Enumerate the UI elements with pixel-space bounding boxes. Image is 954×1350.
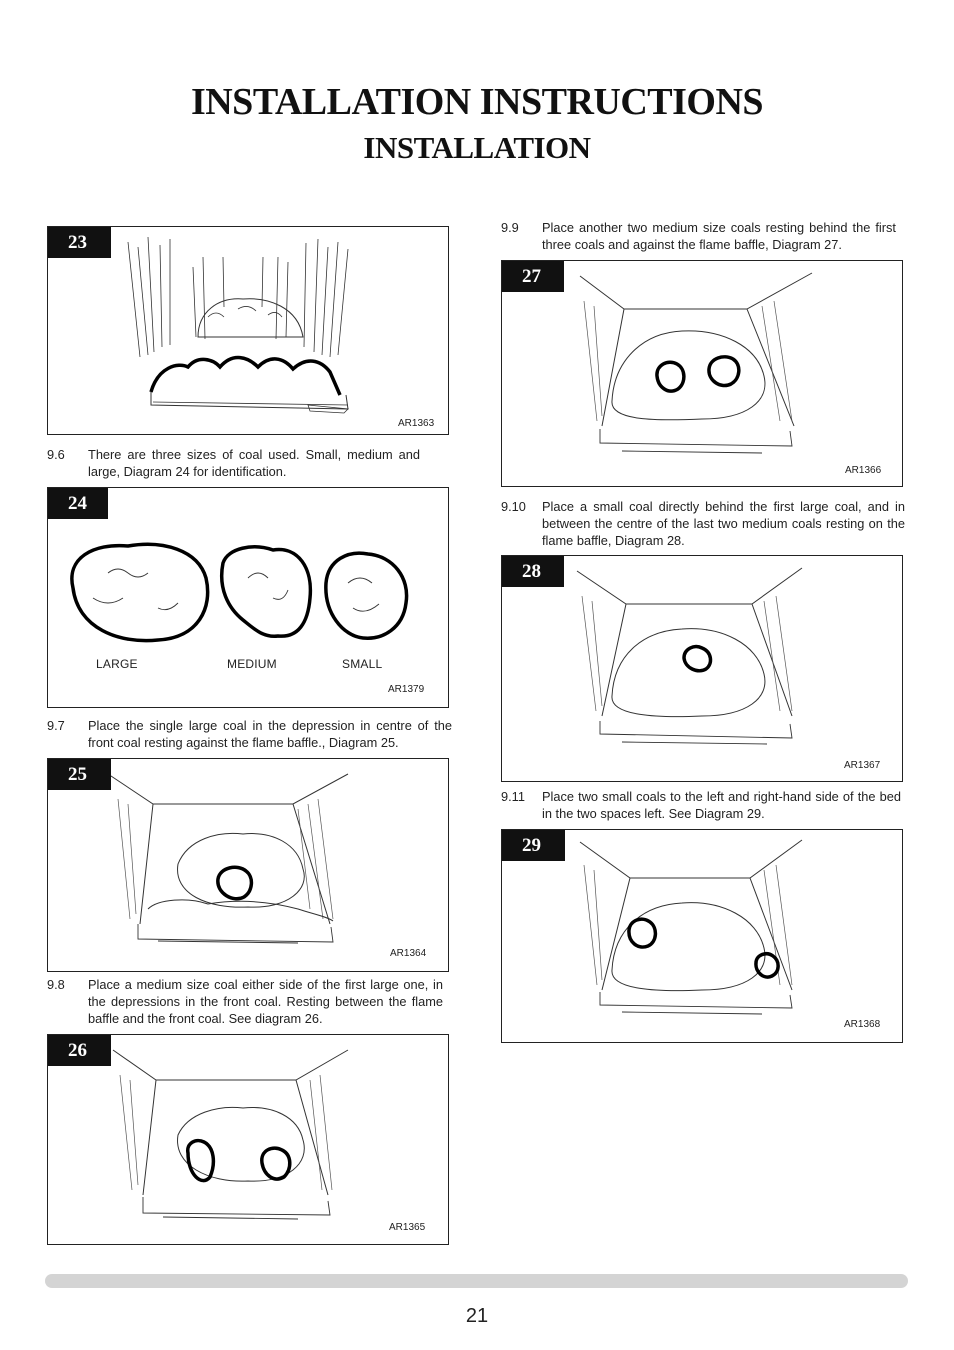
step-9-9 — [501, 219, 896, 253]
diagram-24-ref: AR1379 — [388, 684, 425, 695]
diagram-23-badge: 23 — [48, 227, 111, 258]
step-9-8-text: Place a medium size coal either side of the first large one, in the depressions in the front coal. Resting between the flame baffle and the front coal. See diagram 26. — [88, 977, 443, 1026]
step-9-8-number: 9.8 — [47, 977, 65, 992]
footer-bar — [45, 1274, 908, 1288]
diagram-29 — [501, 829, 903, 1043]
diagram-24-badge: 24 — [48, 488, 108, 519]
diagram-28-badge: 28 — [502, 556, 564, 587]
page-number: 21 — [465, 1305, 489, 1327]
step-9-10-text: Place a small coal directly behind the first large coal, and in between the centre of the last two medium coals resting on the flame baffle, Diagram 28. — [542, 499, 905, 548]
label-small: SMALL — [342, 657, 383, 671]
diagram-26-illustration — [48, 1035, 448, 1244]
step-9-7-number: 9.7 — [47, 718, 65, 733]
medium-coal-shape — [222, 547, 311, 636]
step-9-10 — [501, 498, 905, 549]
diagram-25-ref: AR1364 — [390, 948, 427, 959]
diagram-27-ref: AR1366 — [845, 465, 882, 476]
small-coal-shape — [326, 553, 407, 638]
diagram-23-illustration — [48, 227, 448, 434]
diagram-28 — [501, 555, 903, 782]
diagram-29-ref: AR1368 — [844, 1019, 881, 1030]
diagram-26-badge: 26 — [48, 1035, 111, 1066]
step-9-11-text: Place two small coals to the left and right-hand side of the bed in the two spaces left. See Diagram 29. — [542, 789, 901, 821]
diagram-27-badge: 27 — [502, 261, 564, 292]
step-9-6-number: 9.6 — [47, 447, 65, 462]
diagram-28-illustration — [502, 556, 902, 781]
step-9-9-number: 9.9 — [501, 220, 519, 235]
large-coal-shape — [72, 544, 208, 640]
page-subtitle: INSTALLATION — [363, 130, 591, 165]
step-9-6-text: There are three sizes of coal used. Small, medium and large, Diagram 24 for identification. — [88, 447, 420, 479]
diagram-29-illustration — [502, 830, 902, 1042]
step-9-11 — [501, 788, 901, 822]
step-9-7-text: Place the single large coal in the depression in centre of the front coal resting against the flame baffle., Diagram 25. — [88, 718, 452, 750]
step-9-9-text: Place another two medium size coals resting behind the first three coals and against the flame baffle, Diagram 27. — [542, 220, 896, 252]
diagram-26 — [47, 1034, 449, 1245]
step-9-11-number: 9.11 — [501, 789, 525, 804]
diagram-24-illustration — [48, 488, 448, 707]
diagram-23-ref: AR1363 — [398, 418, 435, 429]
diagram-25 — [47, 758, 449, 972]
step-9-7 — [47, 717, 452, 751]
diagram-26-ref: AR1365 — [389, 1222, 426, 1233]
diagram-24 — [47, 487, 449, 708]
diagram-28-ref: AR1367 — [844, 760, 881, 771]
diagram-25-illustration — [48, 759, 448, 971]
diagram-23 — [47, 226, 449, 435]
step-9-8 — [47, 976, 443, 1027]
diagram-25-badge: 25 — [48, 759, 111, 790]
page-title: INSTALLATION INSTRUCTIONS — [190, 81, 764, 123]
diagram-27-illustration — [502, 261, 902, 486]
label-large: LARGE — [96, 657, 138, 671]
label-medium: MEDIUM — [227, 657, 277, 671]
step-9-10-number: 9.10 — [501, 499, 526, 514]
step-9-6 — [47, 446, 420, 480]
diagram-27 — [501, 260, 903, 487]
diagram-29-badge: 29 — [502, 830, 565, 861]
